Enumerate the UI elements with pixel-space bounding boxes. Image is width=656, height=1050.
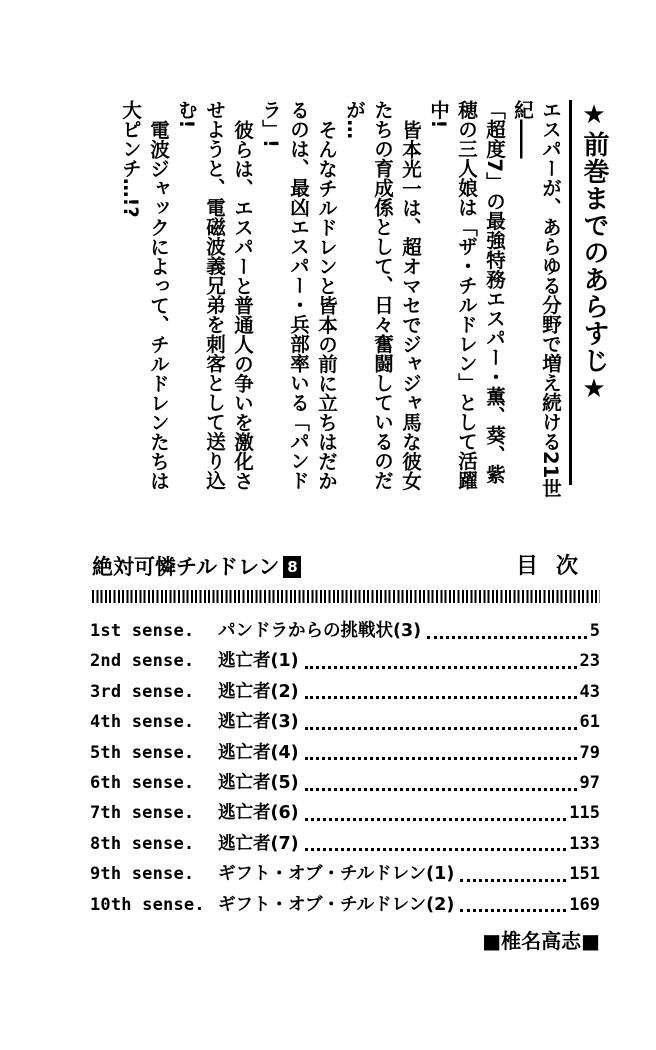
toc-entry-title: パンドラからの挑戦状(3)	[218, 621, 422, 641]
toc-entry[interactable]	[90, 798, 600, 828]
synopsis-paragraph: 彼らは、エスパーと普通人の争いを激化させようと、電磁波義兄弟を刺客として送り込む!	[175, 100, 254, 490]
toc-leader-dots	[305, 757, 577, 760]
toc-entry-page: 151	[569, 864, 600, 885]
toc-entry[interactable]	[90, 738, 600, 768]
toc-entry-page: 169	[569, 894, 600, 915]
toc-entry-page: 133	[569, 833, 600, 854]
toc-entry-title: 逃亡者(4)	[218, 742, 299, 763]
toc-leader-dots	[427, 636, 587, 639]
synopsis-divider	[569, 100, 572, 485]
decorative-tick-bar	[92, 590, 600, 603]
toc-entry-sense: 8th sense.	[90, 833, 195, 854]
toc-heading: 目次	[515, 554, 596, 579]
toc-entry-title: ギフト・オブ・チルドレン(2)	[218, 894, 455, 915]
toc-leader-dots	[305, 818, 567, 821]
toc-entry-page: 97	[579, 772, 600, 793]
toc-entry-title: ギフト・オブ・チルドレン(1)	[218, 864, 455, 885]
volume-badge: 8	[283, 556, 301, 578]
toc-list	[90, 616, 600, 920]
toc-entry-sense: 7th sense.	[90, 803, 195, 824]
toc-entry[interactable]	[90, 890, 600, 920]
toc-header	[92, 553, 600, 583]
synopsis-title: ★前巻までのあらすじ★	[579, 100, 609, 405]
toc-entry-title: 逃亡者(5)	[218, 772, 299, 793]
toc-entry-title: 逃亡者(1)	[218, 651, 299, 672]
toc-leader-dots	[460, 909, 566, 912]
toc-entry-page: 5	[589, 621, 600, 641]
synopsis-paragraph: そんなチルドレンと皆本の前に立ちはだかるのは、最凶エスパー・兵部率いる「パンドラ」!	[259, 100, 338, 490]
toc-entry[interactable]	[90, 707, 600, 737]
toc-entry-page: 61	[579, 712, 600, 733]
toc-entry-sense: 9th sense.	[90, 864, 195, 885]
toc-entry[interactable]	[90, 677, 600, 707]
toc-entry-sense: 6th sense.	[90, 772, 195, 793]
toc-entry-page: 23	[579, 651, 600, 672]
synopsis-paragraph: 「超度7」の最強特務エスパー・薫、葵、紫穂の三人娘は「ザ・チルドレン」として活躍中!	[427, 100, 506, 490]
toc-entry-title: 逃亡者(2)	[218, 681, 299, 702]
toc-entry[interactable]	[90, 616, 600, 646]
synopsis-paragraph: 皆本光一は、超オマセでジャジャ馬な彼女たちの育成係として、日々奮闘しているのだが…	[343, 100, 422, 490]
toc-leader-dots	[460, 879, 566, 882]
author-name: ■椎名高志■	[482, 929, 600, 953]
toc-entry-sense: 5th sense.	[90, 742, 195, 763]
toc-entry[interactable]	[90, 646, 600, 676]
toc-leader-dots	[305, 696, 577, 699]
toc-entry-page: 43	[579, 681, 600, 702]
toc-leader-dots	[305, 666, 577, 669]
toc-entry-sense: 10th sense.	[90, 894, 205, 915]
toc-leader-dots	[305, 788, 577, 791]
toc-entry-title: 逃亡者(6)	[218, 803, 299, 824]
toc-leader-dots	[305, 848, 567, 851]
toc-entry-sense: 4th sense.	[90, 712, 195, 733]
toc-entry[interactable]	[90, 859, 600, 889]
toc-leader-dots	[305, 727, 577, 730]
toc-entry[interactable]	[90, 829, 600, 859]
synopsis-paragraph: 電波ジャックによって、チルドレンたちは大ピンチ…!?	[119, 100, 170, 490]
synopsis-paragraph: エスパーが、あらゆる分野で増え続ける21世紀――	[511, 100, 562, 498]
toc-entry-page: 79	[579, 742, 600, 763]
synopsis-body	[80, 100, 564, 500]
toc-entry-page: 115	[569, 803, 600, 824]
series-title-text: 絶対可憐チルドレン	[92, 555, 280, 579]
toc-entry[interactable]	[90, 768, 600, 798]
toc-entry-title: 逃亡者(3)	[218, 712, 299, 733]
toc-entry-sense: 2nd sense.	[90, 651, 195, 672]
toc-entry-title: 逃亡者(7)	[218, 833, 299, 854]
series-title	[92, 553, 301, 581]
toc-entry-sense: 1st sense.	[90, 621, 195, 641]
toc-entry-sense: 3rd sense.	[90, 681, 195, 702]
